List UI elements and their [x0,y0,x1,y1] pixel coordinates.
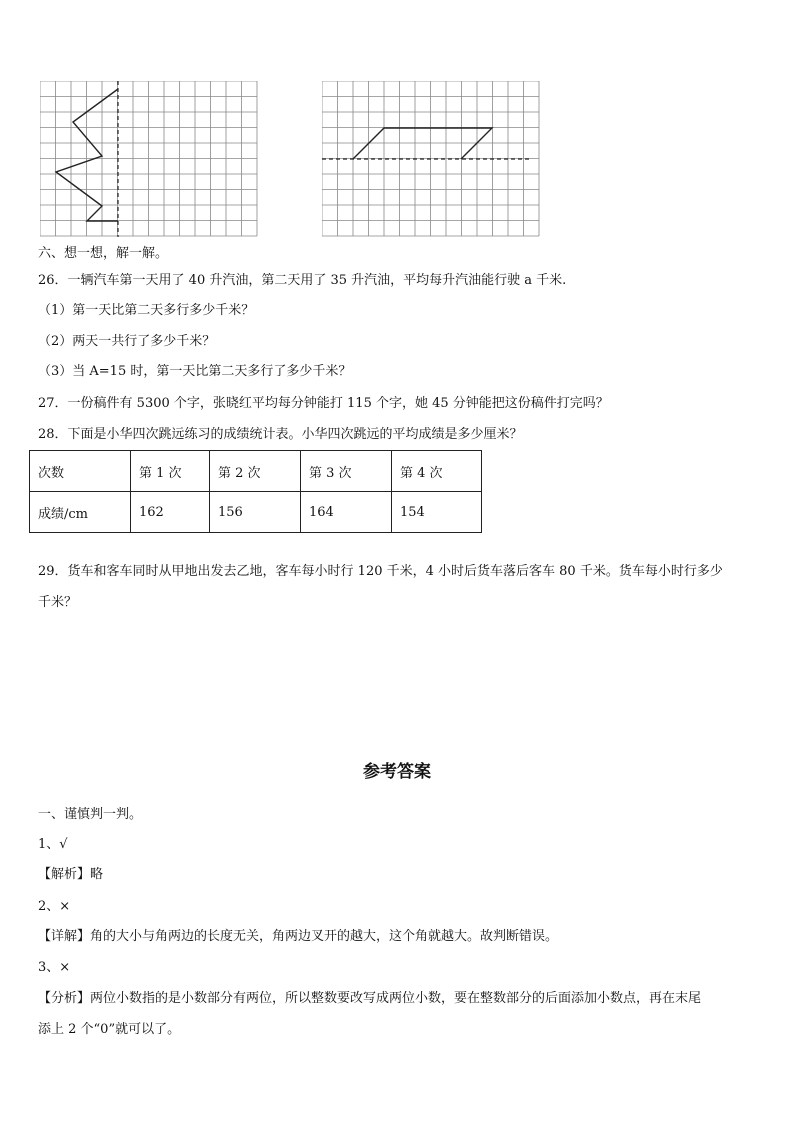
question-29-line-1: 29．货车和客车同时从甲地出发去乙地，客车每小时行 120 千米，4 小时后货车落后客车 80 千米。货车每小时行多少 [38,564,723,579]
table-cell: 156 [210,492,301,533]
table-row [30,451,482,492]
answer-1: 1、√ [38,837,68,852]
table-cell: 154 [392,492,482,533]
table-cell: 第 2 次 [210,451,301,492]
answer-2: 2、× [38,899,71,914]
question-26-part-3: （3）当 A=15 时，第一天比第二天多行了多少千米？ [38,364,352,379]
answer-3-note-line-1: 【分析】两位小数指的是小数部分有两位，所以整数要改写成两位小数，要在整数部分的后面添加小数点，再在末尾 [38,991,702,1006]
answers-section-one-heading: 一、谨慎判一判。 [38,807,143,822]
grid-figure-parallelogram [322,81,542,239]
answer-1-note: 【解析】略 [38,867,104,882]
answers-title: 参考答案 [363,762,431,782]
grid-lines [40,81,257,236]
table-cell: 第 1 次 [131,451,210,492]
question-26-part-1: （1）第一天比第二天多行多少千米？ [38,303,255,318]
table-cell: 成绩/cm [30,492,131,533]
question-27: 27．一份稿件有 5300 个字，张晓红平均每分钟能打 115 个字，她 45 分钟能把这份稿件打完吗？ [38,396,609,411]
table-cell: 第 3 次 [301,451,392,492]
table-row [30,492,482,533]
parallelogram-shape [353,128,492,159]
question-28-stem: 28．下面是小华四次跳远练习的成绩统计表。小华四次跳远的平均成绩是多少厘米？ [38,427,523,442]
table-cell: 次数 [30,451,131,492]
table-cell: 164 [301,492,392,533]
zigzag-shape [56,89,118,221]
table-cell: 第 4 次 [392,451,482,492]
question-29-line-2: 千米？ [38,595,78,610]
question-26-stem: 26．一辆汽车第一天用了 40 升汽油，第二天用了 35 升汽油，平均每升汽油能行驶 a 千米. [38,273,567,288]
answer-3: 3、× [38,960,71,975]
scores-table [29,450,482,533]
answer-3-note-line-2: 添上 2 个“0”就可以了。 [38,1022,181,1037]
section-six-heading: 六、想一想，解一解。 [38,246,169,261]
question-26-part-2: （2）两天一共行了多少千米？ [38,334,216,349]
table-cell: 162 [131,492,210,533]
answer-2-note: 【详解】角的大小与角两边的长度无关，角两边叉开的越大，这个角就越大。故判断错误。 [38,929,559,944]
grid-figure-zigzag [40,81,260,239]
